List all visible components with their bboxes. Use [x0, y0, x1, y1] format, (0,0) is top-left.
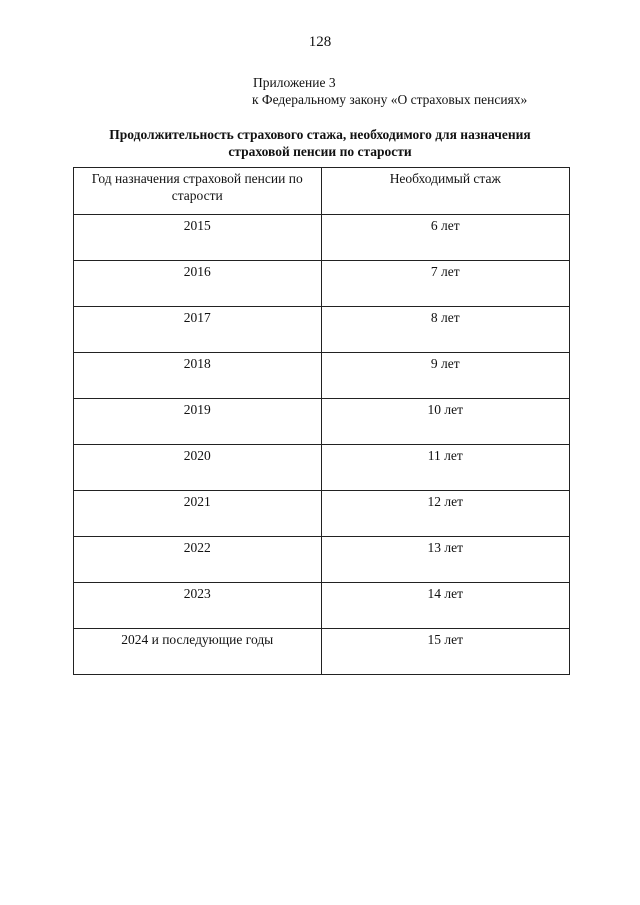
- page-number: 128: [308, 34, 332, 50]
- cell-year: 2020: [74, 445, 322, 491]
- annex-line-1: Приложение 3: [253, 75, 336, 90]
- cell-stazh: 10 лет: [321, 399, 570, 445]
- table-row: [74, 261, 570, 307]
- annex-reference: [253, 74, 527, 108]
- table-row: [74, 583, 570, 629]
- insurance-record-table: [73, 167, 570, 675]
- table-row: [74, 491, 570, 537]
- table-row: [74, 215, 570, 261]
- cell-year: 2018: [74, 353, 322, 399]
- annex-line-2: к Федеральному закону «О страховых пенсиях»: [252, 92, 528, 107]
- title-line-1: Продолжительность страхового стажа, необходимого для назначения: [109, 127, 531, 142]
- cell-year: 2016: [74, 261, 322, 307]
- header-stazh: Необходимый стаж: [321, 168, 570, 215]
- cell-stazh: 8 лет: [321, 307, 570, 353]
- cell-year: 2022: [74, 537, 322, 583]
- cell-stazh: 14 лет: [321, 583, 570, 629]
- title-line-2: страховой пенсии по старости: [228, 144, 412, 159]
- table-header-row: [74, 168, 570, 215]
- cell-year: 2017: [74, 307, 322, 353]
- cell-year: 2019: [74, 399, 322, 445]
- cell-stazh: 11 лет: [321, 445, 570, 491]
- cell-year: 2015: [74, 215, 322, 261]
- cell-stazh: 6 лет: [321, 215, 570, 261]
- cell-year: 2023: [74, 583, 322, 629]
- document-title: [60, 126, 580, 160]
- cell-year: 2021: [74, 491, 322, 537]
- table-row: [74, 399, 570, 445]
- cell-year: 2024 и последующие годы: [74, 629, 322, 675]
- table-row: [74, 445, 570, 491]
- cell-stazh: 15 лет: [321, 629, 570, 675]
- cell-stazh: 9 лет: [321, 353, 570, 399]
- header-year: Год назначения страховой пенсии по старости: [74, 168, 322, 215]
- cell-stazh: 12 лет: [321, 491, 570, 537]
- table-row: [74, 537, 570, 583]
- table-row: [74, 353, 570, 399]
- table-row: [74, 307, 570, 353]
- table-row: [74, 629, 570, 675]
- cell-stazh: 7 лет: [321, 261, 570, 307]
- cell-stazh: 13 лет: [321, 537, 570, 583]
